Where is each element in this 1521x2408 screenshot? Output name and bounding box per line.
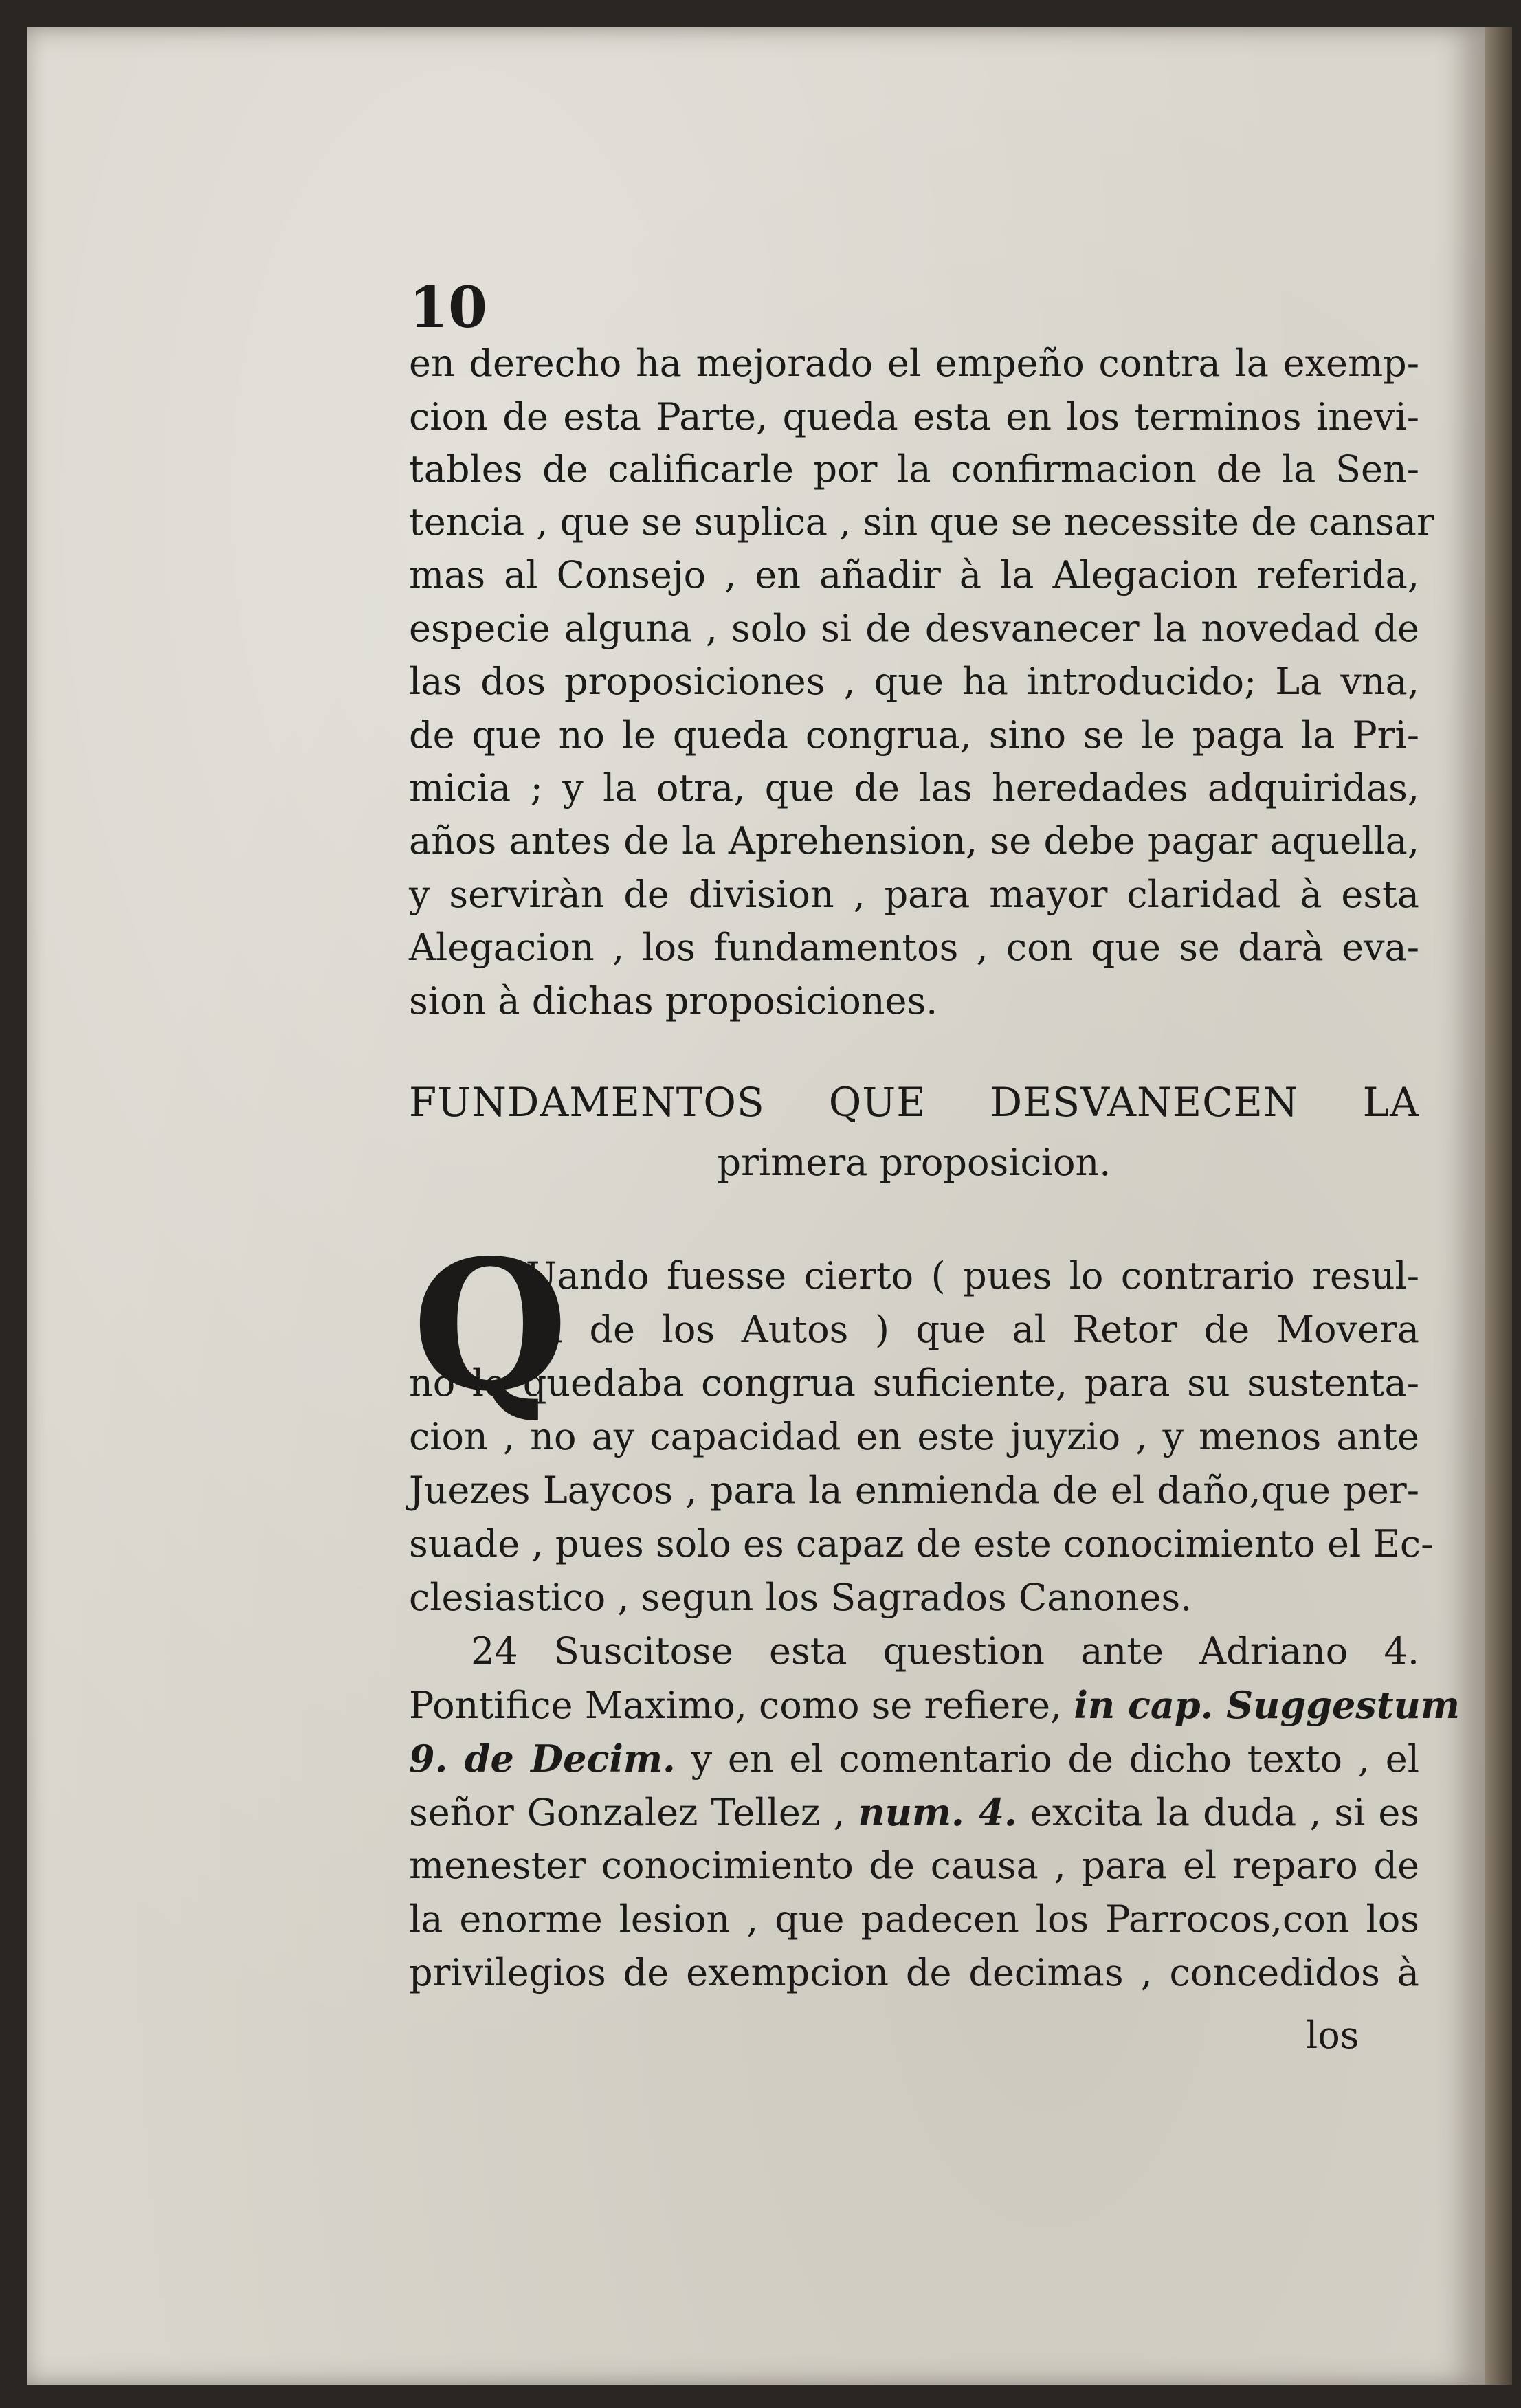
text-line: las dos proposiciones , que ha introducido; La vna, xyxy=(409,660,1419,703)
book-page xyxy=(27,27,1485,2385)
drop-cap: Q xyxy=(412,1221,568,1431)
citation: in cap. Suggestum xyxy=(1074,1683,1461,1727)
page-text xyxy=(27,27,1485,2385)
text-line: clesiastico , segun los Sagrados Canones. xyxy=(409,1576,1192,1619)
text-line xyxy=(409,1733,1419,1785)
text-span: y en el comentario de dicho texto , el xyxy=(691,1737,1419,1781)
text-line xyxy=(409,1787,1419,1838)
text-line: micia ; y la otra, que de las heredades adquiridas, xyxy=(409,766,1419,810)
text-line: sion à dichas proposiciones. xyxy=(409,979,938,1023)
section-heading: FUNDAMENTOS QUE DESVANECEN LA xyxy=(409,1079,1419,1126)
text-line: cion de esta Parte, queda esta en los terminos inevi- xyxy=(409,395,1419,438)
text-span: Pontifice Maximo, como se refiere, xyxy=(409,1684,1063,1727)
section-subheading: primera proposicion. xyxy=(717,1141,1111,1184)
page-edge xyxy=(1485,27,1512,2385)
text-line: mas al Consejo , en añadir à la Alegacion referida, xyxy=(409,553,1419,597)
text-line: y serviràn de division , para mayor claridad à esta xyxy=(409,873,1419,916)
text-line: Uando fuesse cierto ( pues lo contrario resul- xyxy=(526,1254,1419,1297)
page-number: 10 xyxy=(409,275,488,341)
citation: 9. de Decim. xyxy=(409,1737,676,1781)
text-span: excita la duda , si es xyxy=(1030,1791,1420,1834)
citation: num. 4. xyxy=(858,1790,1017,1834)
text-line: no le quedaba congrua suficiente, para su sustenta- xyxy=(409,1361,1419,1405)
catchword: los xyxy=(1306,2014,1359,2057)
text-line: menester conocimiento de causa , para el reparo de xyxy=(409,1844,1419,1887)
text-line: la enorme lesion , que padecen los Parrocos,con los xyxy=(409,1897,1419,1941)
text-line: ta de los Autos ) que al Retor de Movera xyxy=(526,1308,1419,1351)
text-line: Alegacion , los fundamentos , con que se darà eva- xyxy=(409,926,1419,969)
text-span: señor Gonzalez Tellez , xyxy=(409,1791,845,1834)
text-line: especie alguna , solo si de desvanecer la novedad de xyxy=(409,607,1419,650)
text-line: Juezes Laycos , para la enmienda de el daño,que per- xyxy=(409,1469,1419,1512)
text-line: tencia , que se suplica , sin que se necessite de cansar xyxy=(409,500,1434,544)
text-line xyxy=(409,1680,1461,1731)
text-line: cion , no ay capacidad en este juyzio , y menos ante xyxy=(409,1415,1419,1458)
text-line: años antes de la Aprehension, se debe pagar aquella, xyxy=(409,819,1419,862)
text-line: tables de calificarle por la confirmacion de la Sen- xyxy=(409,447,1419,491)
text-line: de que no le queda congrua, sino se le paga la Pri- xyxy=(409,713,1419,757)
text-line: en derecho ha mejorado el empeño contra la exemp- xyxy=(409,342,1419,385)
text-line: suade , pues solo es capaz de este conocimiento el Ec- xyxy=(409,1522,1434,1565)
text-line: 24 Suscitose esta question ante Adriano 4. xyxy=(471,1629,1419,1673)
text-line: privilegios de exempcion de decimas , concedidos à xyxy=(409,1951,1419,1994)
